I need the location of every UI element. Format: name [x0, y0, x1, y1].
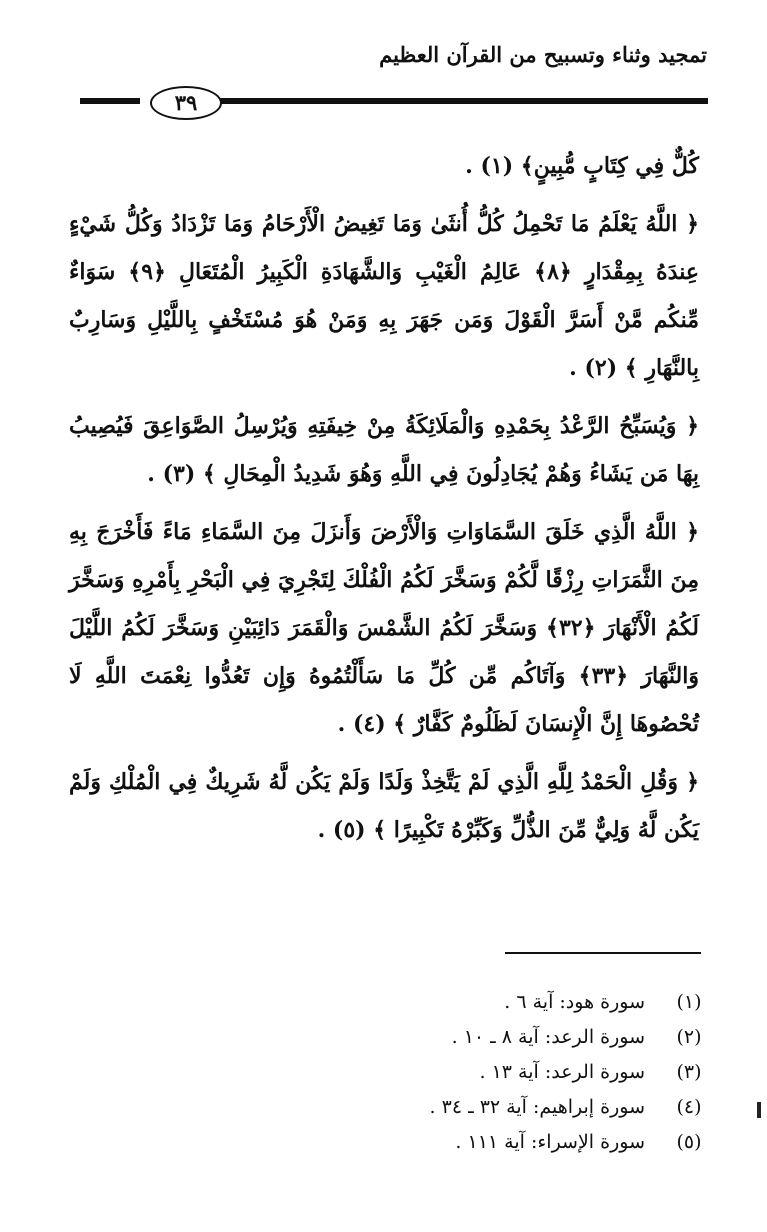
footnotes — [267, 985, 707, 1160]
quran-passages — [69, 142, 699, 864]
page-number: ٣٩ — [150, 86, 222, 120]
edge-mark — [757, 1102, 761, 1118]
rule-line-left — [80, 98, 140, 104]
footnote-item — [267, 985, 707, 1020]
passage-2: ﴿ اللَّهُ يَعْلَمُ مَا تَحْمِلُ كُلُّ أُنثَىٰ وَمَا تَغِيضُ الْأَرْحَامُ وَمَا تَزْدَادُ وَكُلُّ شَيْءٍ عِندَهُ بِمِقْدَارٍ ﴿٨﴾ عَالِمُ الْغَيْبِ وَالشَّهَادَةِ الْكَبِيرُ الْمُتَعَالِ ﴿٩﴾ سَوَاءٌ مِّنكُم مَّنْ أَسَرَّ الْقَوْلَ وَمَن جَهَرَ بِهِ وَمَنْ هُوَ مُسْتَخْفٍ بِاللَّيْلِ وَسَارِبٌ بِالنَّهَارِ ﴾ (٢) . — [69, 211, 699, 381]
header-rule — [80, 86, 708, 116]
footnote-text: سورة الرعد: آية ١٣ . — [479, 1061, 645, 1083]
footnote-item — [267, 1090, 707, 1125]
footnote-item — [267, 1125, 707, 1160]
footnote-number: (٤) — [676, 1096, 702, 1118]
passage-4: ﴿ اللَّهُ الَّذِي خَلَقَ السَّمَاوَاتِ وَالْأَرْضَ وَأَنزَلَ مِنَ السَّمَاءِ مَاءً فَأَخْرَجَ بِهِ مِنَ الثَّمَرَاتِ رِزْقًا لَّكُمْ وَسَخَّرَ لَكُمُ الْفُلْكَ لِتَجْرِيَ فِي الْبَحْرِ بِأَمْرِهِ وَسَخَّرَ لَكُمُ الْأَنْهَارَ ﴿٣٢﴾ وَسَخَّرَ لَكُمُ الشَّمْسَ وَالْقَمَرَ دَائِبَيْنِ وَسَخَّرَ لَكُمُ اللَّيْلَ وَالنَّهَارَ ﴿٣٣﴾ وَآتَاكُم مِّن كُلِّ مَا سَأَلْتُمُوهُ وَإِن تَعُدُّوا نِعْمَتَ اللَّهِ لَا تُحْصُوهَا إِنَّ الْإِنسَانَ لَظَلُومٌ كَفَّارٌ ﴾ (٤) . — [69, 519, 700, 737]
footnote-text: سورة هود: آية ٦ . — [504, 991, 645, 1013]
footnote-number: (٥) — [676, 1131, 702, 1153]
footnote-item — [267, 1020, 707, 1055]
running-title: تمجيد وثناء وتسبيح من القرآن العظيم — [379, 42, 707, 67]
footnote-item — [267, 1055, 707, 1090]
passage-3: ﴿ وَيُسَبِّحُ الرَّعْدُ بِحَمْدِهِ وَالْمَلَائِكَةُ مِنْ خِيفَتِهِ وَيُرْسِلُ الصَّوَاعِقَ فَيُصِيبُ بِهَا مَن يَشَاءُ وَهُمْ يُجَادِلُونَ فِي اللَّهِ وَهُوَ شَدِيدُ الْمِحَالِ ﴾ (٣) . — [69, 413, 699, 487]
footnote-divider — [505, 952, 701, 954]
passage-5: ﴿ وَقُلِ الْحَمْدُ لِلَّهِ الَّذِي لَمْ يَتَّخِذْ وَلَدًا وَلَمْ يَكُن لَّهُ شَرِيكٌ فِي الْمُلْكِ وَلَمْ يَكُن لَّهُ وَلِيٌّ مِّنَ الذُّلِّ وَكَبِّرْهُ تَكْبِيرًا ﴾ (٥) . — [69, 769, 699, 843]
footnote-number: (١) — [676, 991, 702, 1013]
footnote-text: سورة الرعد: آية ٨ ـ ١٠ . — [451, 1026, 645, 1048]
rule-line-right — [218, 98, 708, 104]
footnote-text: سورة إبراهيم: آية ٣٢ ـ ٣٤ . — [429, 1096, 645, 1118]
footnote-text: سورة الإسراء: آية ١١١ . — [455, 1131, 645, 1153]
footnote-number: (٢) — [676, 1026, 702, 1048]
passage-1: كُلٌّ فِي كِتَابٍ مُّبِينٍ﴾ (١) . — [465, 153, 699, 179]
footnote-number: (٣) — [676, 1061, 702, 1083]
